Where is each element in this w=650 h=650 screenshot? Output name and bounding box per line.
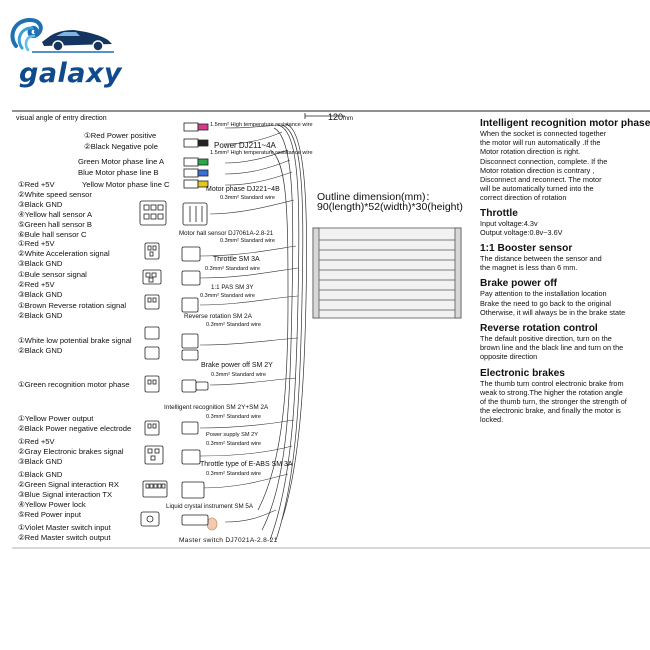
note-line: opposite direction xyxy=(480,352,538,362)
connector-pas: 1:1 PAS SM 3Y xyxy=(211,284,254,291)
note-line: Otherwise, it will always be in the brake state xyxy=(480,307,626,317)
eabs-connector xyxy=(145,446,200,464)
label-throttle-gnd: ③Black GND xyxy=(18,259,63,268)
note-line: the electronic brake, and finally the motor is xyxy=(480,406,621,416)
connector-brake: Brake power off SM 2Y xyxy=(201,362,273,369)
note-line: Input voltage:4.3v xyxy=(480,218,538,228)
connector-eabs: Throttle type of E-ABS SM 3A xyxy=(200,461,293,468)
wire-power-supply: 0.3mm² Standard wire xyxy=(206,441,262,447)
note-line: Brake the need to go back to the original xyxy=(480,298,612,308)
note-line: Disconnect and reconnect. The motor xyxy=(480,175,602,185)
note-reverse xyxy=(480,323,648,362)
connector-recognition: Intelligent recognition SM 2Y+SM 2A xyxy=(164,404,269,411)
note-throttle xyxy=(480,208,648,237)
label-hall-gnd: ③Black GND xyxy=(18,200,63,209)
label-hall-speed: ②White speed sensor xyxy=(18,190,92,199)
brand-name: galaxy xyxy=(19,58,123,89)
label-ebrake-signal: ②Gray Electronic brakes signal xyxy=(18,447,124,456)
label-brake-gnd: ②Black GND xyxy=(18,346,63,355)
reverse-connector xyxy=(145,295,198,312)
wire-throttle: 0.3mm² Standard wire xyxy=(205,266,261,272)
label-pas-signal: ①Bule sensor signal xyxy=(18,270,87,279)
wire-pas: 0.3mm² Standard wire xyxy=(200,293,256,299)
label-pas-gnd: ③Black GND xyxy=(18,290,63,299)
connector-reverse: Reverse rotation SM 2A xyxy=(184,313,252,320)
label-lcd-gnd: ①Black GND xyxy=(18,470,63,479)
note-booster xyxy=(480,243,648,272)
power-supply-connector xyxy=(145,421,198,435)
label-phase-b: Blue Motor phase line B xyxy=(78,168,159,177)
label-power-output: ①Yellow Power output xyxy=(18,414,94,423)
connector-lcd: Liquid crystal instrument SM 5A xyxy=(166,503,254,510)
wire-power-positive: 1.5mm² High temperature resistance wire xyxy=(210,122,313,128)
note-line: The distance between the sensor and xyxy=(480,254,602,264)
outline-size: 90(length)*52(width)*30(height) xyxy=(317,201,463,213)
note-title: Electronic brakes xyxy=(480,367,565,379)
note-line: The thumb turn control electronic brake from xyxy=(480,378,624,388)
note-title: Reverse rotation control xyxy=(480,323,598,335)
label-lcd-power: ⑤Red Power input xyxy=(18,510,81,519)
connector-hall: Motor hall sensor DJ7061A-2.8-21 xyxy=(179,230,274,237)
note-line: the magnet is less than 6 mm. xyxy=(480,263,578,273)
note-line: Output voltage:0.8v~3.6V xyxy=(480,227,563,237)
note-line: correct direction of rotation xyxy=(480,193,567,203)
label-lcd-lock: ④Yellow Power lock xyxy=(18,500,86,509)
note-line: the motor will run automatically .If the xyxy=(480,138,601,148)
note-title: Throttle xyxy=(480,207,518,219)
power-connector xyxy=(184,123,208,147)
note-line: brown line and the black line and turn on the xyxy=(480,343,624,353)
label-hall-a: ④Yellow hall sensor A xyxy=(18,210,93,219)
label-phase-c: Yellow Motor phase line C xyxy=(82,180,170,189)
connector-throttle: Throttle SM 3A xyxy=(213,256,260,263)
label-pas-5v: ②Red +5V xyxy=(18,280,55,289)
throttle-connector xyxy=(145,243,200,261)
outline-title: Outline dimension(mm)： xyxy=(317,191,437,203)
lcd-connector xyxy=(143,481,204,498)
dimension-unit: mm xyxy=(343,116,354,122)
label-reverse-gnd: ②Black GND xyxy=(18,311,63,320)
note-line: of the thumb turn, the stronger the strength of xyxy=(480,397,627,407)
recognition-connector xyxy=(145,376,208,392)
wire-brake: 0.3mm² Standard wire xyxy=(211,372,267,378)
note-line: Disconnect connection, complete. If the xyxy=(480,156,608,166)
pas-connector xyxy=(143,270,200,285)
note-title: Intelligent recognition motor phase xyxy=(480,118,650,129)
label-hall-b: ⑤Green hall sensor B xyxy=(18,220,92,229)
label-hall-c: ⑥Bule hall sensor C xyxy=(18,230,87,239)
connector-power-supply: Power supply SM 2Y xyxy=(206,432,258,438)
wire-reverse: 0.3mm² Standard wire xyxy=(206,322,262,328)
label-switch-input: ①Violet Master switch input xyxy=(18,523,111,532)
note-line: weak to strong.The higher the rotation angle xyxy=(480,387,623,397)
note-brake xyxy=(480,278,648,317)
controller-body xyxy=(313,228,461,318)
note-line: The default positive direction, turn on the xyxy=(480,334,612,344)
motor-phase-connector xyxy=(184,158,208,188)
label-brake-signal: ①White low potential brake signal xyxy=(18,336,132,345)
dimension-mark xyxy=(328,112,353,122)
hall-sensor-connector xyxy=(140,201,207,225)
note-recognition xyxy=(480,118,648,203)
note-line: Pay attention to the installation location xyxy=(480,289,607,299)
dimension-value: 120 xyxy=(328,112,344,122)
note-line: When the socket is connected together xyxy=(480,129,607,138)
label-lcd-tx: ③Blue Signal interaction TX xyxy=(18,490,113,499)
note-line: Motor rotation direction is contrary , xyxy=(480,165,595,175)
connector-power: Power DJ211~4A xyxy=(214,141,276,150)
note-title: 1:1 Booster sensor xyxy=(480,243,573,255)
note-electronic-brakes xyxy=(480,368,648,425)
notes-column xyxy=(480,118,648,425)
label-throttle-signal: ②White Acceleration signal xyxy=(18,249,110,258)
wire-hall: 0.3mm² Standard wire xyxy=(220,238,276,244)
wire-power-negative: 1.5mm² High temperature resistance wire xyxy=(210,150,313,156)
label-lcd-rx: ②Green Signal interaction RX xyxy=(18,480,119,489)
wire-recognition: 0.3mm² Standard wire xyxy=(206,414,262,420)
label-hall-5v: ①Red +5V xyxy=(18,180,55,189)
wire-eabs: 0.3mm² Standard wire xyxy=(206,471,262,477)
wire-motor-phase: 0.3mm² Standard wire xyxy=(220,195,276,201)
connector-motor-phase: Motor phase DJ221~4B xyxy=(206,186,280,193)
note-line: will be automatically turned into the xyxy=(480,184,594,194)
label-reverse-signal: ①Brown Reverse rotation signal xyxy=(18,301,127,310)
label-power-negative: ②Black Power negative electrode xyxy=(18,424,132,433)
note-title: Brake power off xyxy=(480,278,557,290)
label-negative-pole: ②Black Negative pole xyxy=(84,142,158,151)
note-line: locked. xyxy=(480,415,504,425)
label-power-positive: ①Red Power positive xyxy=(84,131,157,140)
note-line: Motor rotation direction is right. xyxy=(480,147,581,157)
view-angle-label: visual angle of entry direction xyxy=(16,115,107,122)
label-recognition: ①Green recognition motor phase xyxy=(18,380,130,389)
master-switch-connector xyxy=(141,512,217,530)
brake-connector xyxy=(145,327,198,360)
label-phase-a: Green Motor phase line A xyxy=(78,157,165,166)
label-ebrake-5v: ①Red +5V xyxy=(18,437,55,446)
connector-master-switch: Master switch DJ7021A-2.8-21 xyxy=(179,537,278,544)
label-switch-output: ②Red Master switch output xyxy=(18,533,111,542)
label-ebrake-gnd: ③Black GND xyxy=(18,457,63,466)
label-throttle-5v: ①Red +5V xyxy=(18,239,55,248)
